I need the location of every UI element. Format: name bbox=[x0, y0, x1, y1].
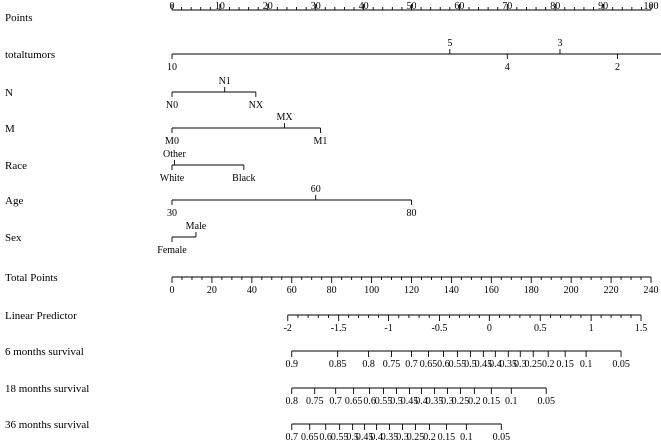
tick-label-survival_6m: 0.15 bbox=[556, 359, 574, 370]
tick-label-survival_6m: 0.4 bbox=[489, 359, 502, 370]
tick-label-survival_6m: 0.25 bbox=[524, 359, 542, 370]
tick-label-total_points: 100 bbox=[364, 285, 380, 296]
row-label-linear_predictor: Linear Predictor bbox=[5, 310, 77, 322]
tick-label-survival_6m: 0.5 bbox=[464, 359, 477, 370]
tick-label-points: 60 bbox=[454, 1, 465, 12]
tick-label-survival_36m: 0.15 bbox=[437, 432, 456, 443]
tick-label-total_points: 40 bbox=[246, 285, 257, 296]
row-label-age: Age bbox=[5, 195, 24, 207]
tick-label-survival_36m: 0.65 bbox=[300, 432, 319, 443]
tick-label-survival_6m: 0.9 bbox=[285, 359, 298, 370]
tick-label-survival_6m: 0.2 bbox=[541, 359, 555, 370]
tick-label-linear_predictor: 0 bbox=[486, 323, 492, 334]
category-label-age: 30 bbox=[167, 208, 177, 219]
category-label-race: Other bbox=[163, 149, 186, 160]
row-label-m: M bbox=[5, 123, 15, 135]
category-label-totaltumors: 4 bbox=[504, 62, 510, 73]
tick-label-survival_6m: 0.05 bbox=[612, 359, 630, 370]
tick-label-survival_36m: 0.45 bbox=[355, 432, 374, 443]
tick-label-points: 90 bbox=[598, 1, 609, 12]
tick-label-points: 50 bbox=[406, 1, 417, 12]
tick-label-linear_predictor: 1 bbox=[588, 323, 594, 334]
category-label-n: N1 bbox=[218, 76, 231, 87]
tick-label-survival_6m: 0.45 bbox=[474, 359, 493, 370]
tick-label-survival_18m: 0.5 bbox=[390, 396, 403, 407]
category-label-m: M0 bbox=[165, 136, 179, 147]
category-label-totaltumors: 3 bbox=[557, 38, 563, 49]
tick-label-total_points: 60 bbox=[286, 285, 297, 296]
tick-label-total_points: 0 bbox=[169, 285, 175, 296]
tick-label-survival_18m: 0.3 bbox=[441, 396, 454, 407]
tick-label-survival_18m: 0.75 bbox=[305, 396, 324, 407]
tick-label-survival_36m: 0.55 bbox=[330, 432, 349, 443]
row-label-survival_18m: 18 months survival bbox=[5, 383, 90, 395]
tick-label-survival_6m: 0.7 bbox=[405, 359, 418, 370]
category-label-n: N0 bbox=[165, 100, 179, 111]
tick-label-total_points: 240 bbox=[643, 285, 659, 296]
category-label-sex: Male bbox=[185, 221, 207, 232]
tick-label-points: 0 bbox=[169, 1, 175, 12]
row-label-totaltumors: totaltumors bbox=[5, 49, 56, 61]
tick-label-points: 100 bbox=[643, 1, 659, 12]
tick-label-survival_36m: 0.5 bbox=[346, 432, 359, 443]
tick-label-survival_36m: 0.1 bbox=[460, 432, 473, 443]
tick-label-survival_36m: 0.2 bbox=[423, 432, 436, 443]
tick-label-linear_predictor: -1 bbox=[384, 323, 393, 334]
row-label-points: Points bbox=[5, 12, 33, 24]
tick-label-total_points: 200 bbox=[563, 285, 579, 296]
row-label-race: Race bbox=[5, 160, 27, 172]
tick-label-points: 20 bbox=[262, 1, 273, 12]
tick-label-survival_18m: 0.4 bbox=[415, 396, 428, 407]
tick-label-survival_36m: 0.25 bbox=[406, 432, 425, 443]
row-label-survival_36m: 36 months survival bbox=[5, 419, 90, 431]
category-label-m: MX bbox=[276, 112, 293, 123]
tick-label-linear_predictor: -0.5 bbox=[431, 323, 448, 334]
tick-label-survival_18m: 0.05 bbox=[537, 396, 555, 407]
tick-label-total_points: 80 bbox=[326, 285, 337, 296]
tick-label-survival_6m: 0.55 bbox=[448, 359, 467, 370]
tick-label-survival_18m: 0.45 bbox=[400, 396, 419, 407]
tick-label-survival_18m: 0.55 bbox=[374, 396, 393, 407]
row-label-sex: Sex bbox=[5, 232, 22, 244]
category-label-age: 60 bbox=[310, 184, 321, 195]
tick-label-total_points: 220 bbox=[603, 285, 619, 296]
row-label-survival_6m: 6 months survival bbox=[5, 346, 84, 358]
tick-label-survival_6m: 0.65 bbox=[419, 359, 438, 370]
tick-label-survival_6m: 0.1 bbox=[579, 359, 593, 370]
tick-label-points: 70 bbox=[502, 1, 513, 12]
tick-label-points: 10 bbox=[214, 1, 225, 12]
tick-label-points: 30 bbox=[310, 1, 321, 12]
category-label-m: M1 bbox=[313, 136, 328, 147]
tick-label-survival_18m: 0.35 bbox=[425, 396, 444, 407]
category-label-sex: Female bbox=[157, 245, 187, 256]
category-label-totaltumors: 5 bbox=[447, 38, 453, 49]
tick-label-total_points: 140 bbox=[443, 285, 459, 296]
tick-label-survival_18m: 0.65 bbox=[344, 396, 363, 407]
tick-label-survival_36m: 0.4 bbox=[370, 432, 383, 443]
tick-label-survival_18m: 0.1 bbox=[505, 396, 518, 407]
tick-label-linear_predictor: -1.5 bbox=[330, 323, 347, 334]
tick-label-survival_6m: 0.35 bbox=[499, 359, 518, 370]
tick-label-survival_6m: 0.85 bbox=[328, 359, 347, 370]
category-label-race: Black bbox=[232, 173, 256, 184]
tick-label-survival_6m: 0.3 bbox=[514, 359, 527, 370]
tick-label-points: 40 bbox=[358, 1, 369, 12]
tick-label-survival_6m: 0.75 bbox=[382, 359, 401, 370]
tick-label-survival_18m: 0.7 bbox=[329, 396, 342, 407]
tick-label-linear_predictor: 1.5 bbox=[634, 323, 648, 334]
tick-label-survival_6m: 0.8 bbox=[362, 359, 375, 370]
tick-label-survival_36m: 0.35 bbox=[380, 432, 399, 443]
tick-label-total_points: 160 bbox=[483, 285, 499, 296]
tick-label-points: 80 bbox=[550, 1, 561, 12]
tick-label-survival_36m: 0.7 bbox=[285, 432, 298, 443]
category-label-race: White bbox=[159, 173, 185, 184]
tick-label-survival_18m: 0.15 bbox=[482, 396, 501, 407]
tick-label-survival_36m: 0.6 bbox=[319, 432, 332, 443]
tick-label-survival_18m: 0.2 bbox=[468, 396, 481, 407]
category-label-n: NX bbox=[248, 100, 264, 111]
tick-label-linear_predictor: -2 bbox=[283, 323, 292, 334]
category-label-totaltumors: 10 bbox=[167, 62, 177, 73]
tick-label-total_points: 180 bbox=[523, 285, 539, 296]
tick-label-survival_36m: 0.05 bbox=[492, 432, 511, 443]
tick-label-total_points: 120 bbox=[404, 285, 419, 296]
tick-label-survival_6m: 0.6 bbox=[437, 359, 450, 370]
category-label-totaltumors: 2 bbox=[614, 62, 620, 73]
tick-label-survival_18m: 0.6 bbox=[363, 396, 376, 407]
tick-label-survival_36m: 0.3 bbox=[396, 432, 409, 443]
tick-label-survival_18m: 0.25 bbox=[451, 396, 470, 407]
tick-label-survival_18m: 0.8 bbox=[285, 396, 298, 407]
tick-label-linear_predictor: 0.5 bbox=[533, 323, 547, 334]
category-label-age: 80 bbox=[406, 208, 417, 219]
row-label-total_points: Total Points bbox=[5, 272, 58, 284]
tick-label-total_points: 20 bbox=[206, 285, 217, 296]
row-label-n: N bbox=[5, 87, 13, 99]
